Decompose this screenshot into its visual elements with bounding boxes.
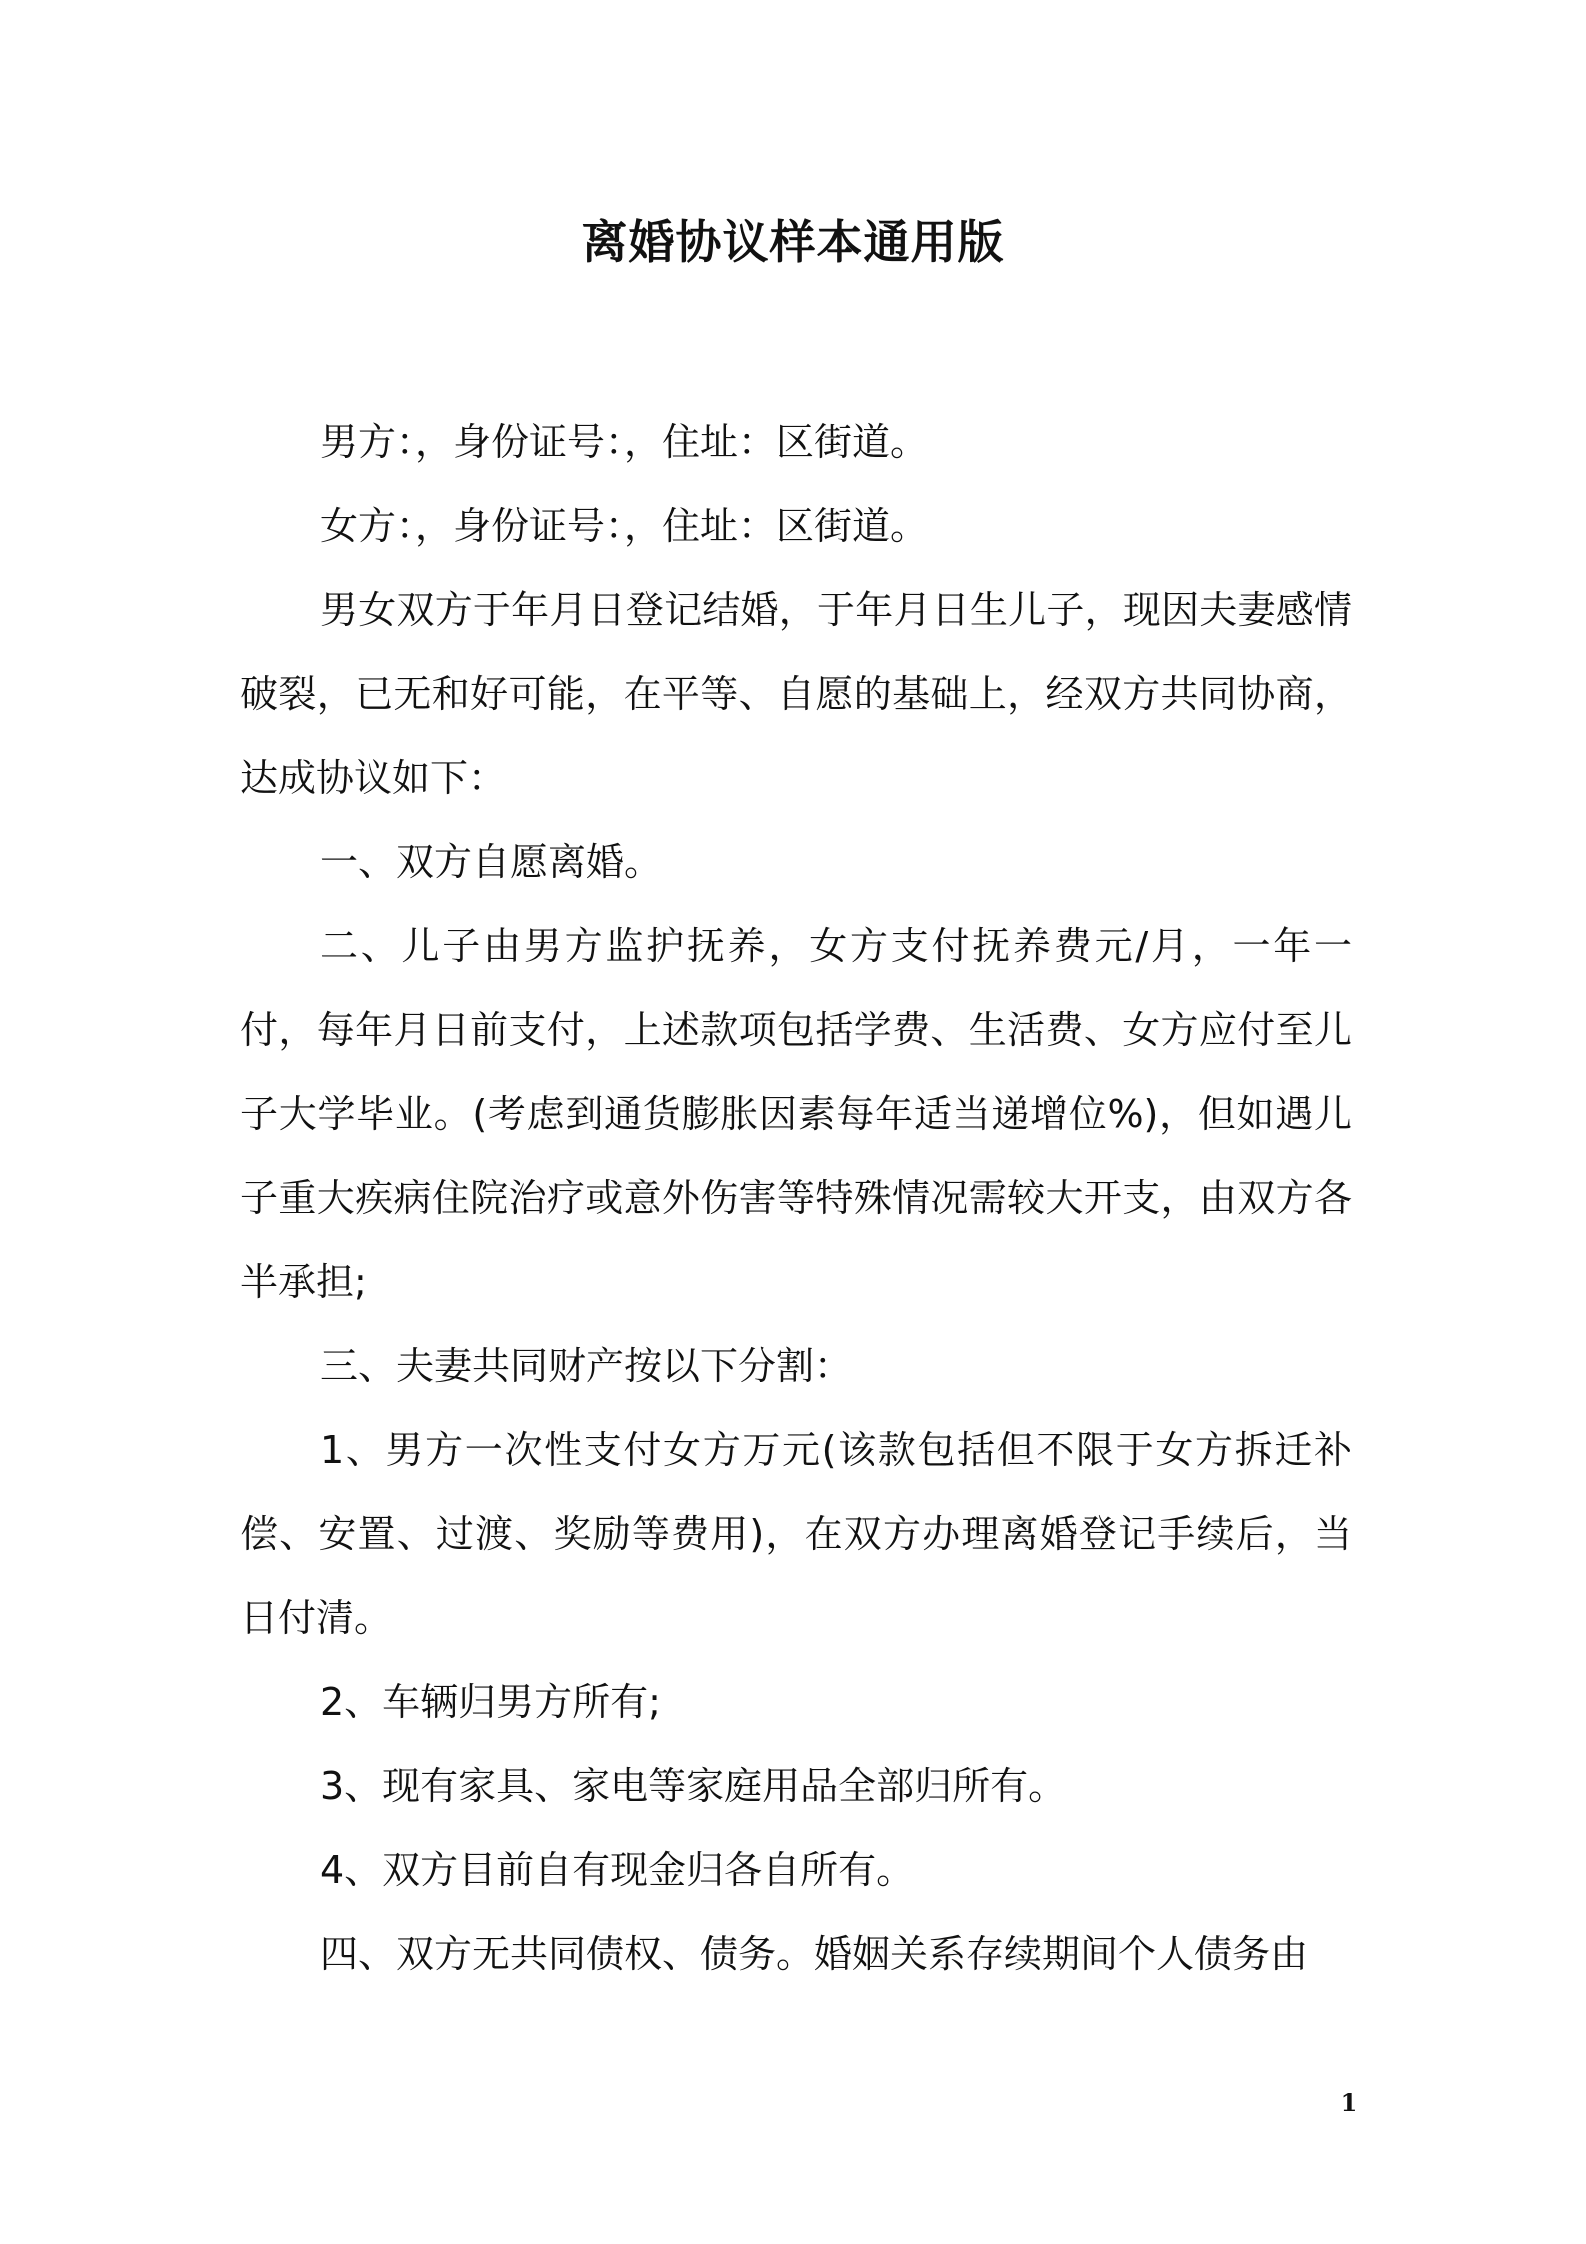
paragraph-clause-3-item-1: 1、男方一次性支付女方万元(该款包括但不限于女方拆迁补偿、安置、过渡、奖励等费用)，在双方办理离婚登记手续后，当日付清。 — [240, 1428, 1352, 1640]
paragraph-clause-3-item-4: 4、双方目前自有现金归各自所有。 — [320, 1848, 915, 1892]
paragraph-clause-2: 二、儿子由男方监护抚养，女方支付抚养费元/月，一年一付，每年月日前支付，上述款项包括学费、生活费、女方应付至儿子大学毕业。(考虑到通货膨胀因素每年适当递增位%)，但如遇儿子重大疾病住院治疗或意外伤害等特殊情况需较大开支，由双方各半承担; — [240, 924, 1352, 1304]
paragraph-female-party: 女方：，身份证号：，住址：区街道。 — [320, 504, 929, 548]
page-number: 1 — [1340, 2088, 1358, 2117]
paragraph-clause-4: 四、双方无共同债权、债务。婚姻关系存续期间个人债务由 — [320, 1932, 1309, 1976]
paragraph-clause-3: 三、夫妻共同财产按以下分割： — [320, 1344, 853, 1388]
paragraph-clause-3-item-2: 2、车辆归男方所有; — [320, 1680, 661, 1724]
paragraph-clause-1: 一、双方自愿离婚。 — [320, 840, 663, 884]
document-body — [240, 400, 1352, 1996]
paragraph-preamble: 男女双方于年月日登记结婚，于年月日生儿子，现因夫妻感情破裂，已无和好可能，在平等、自愿的基础上，经双方共同协商，达成协议如下： — [240, 588, 1352, 800]
paragraph-male-party: 男方：，身份证号：，住址：区街道。 — [320, 420, 929, 464]
document-title: 离婚协议样本通用版 — [581, 215, 1005, 269]
paragraph-clause-3-item-3: 3、现有家具、家电等家庭用品全部归所有。 — [320, 1764, 1067, 1808]
